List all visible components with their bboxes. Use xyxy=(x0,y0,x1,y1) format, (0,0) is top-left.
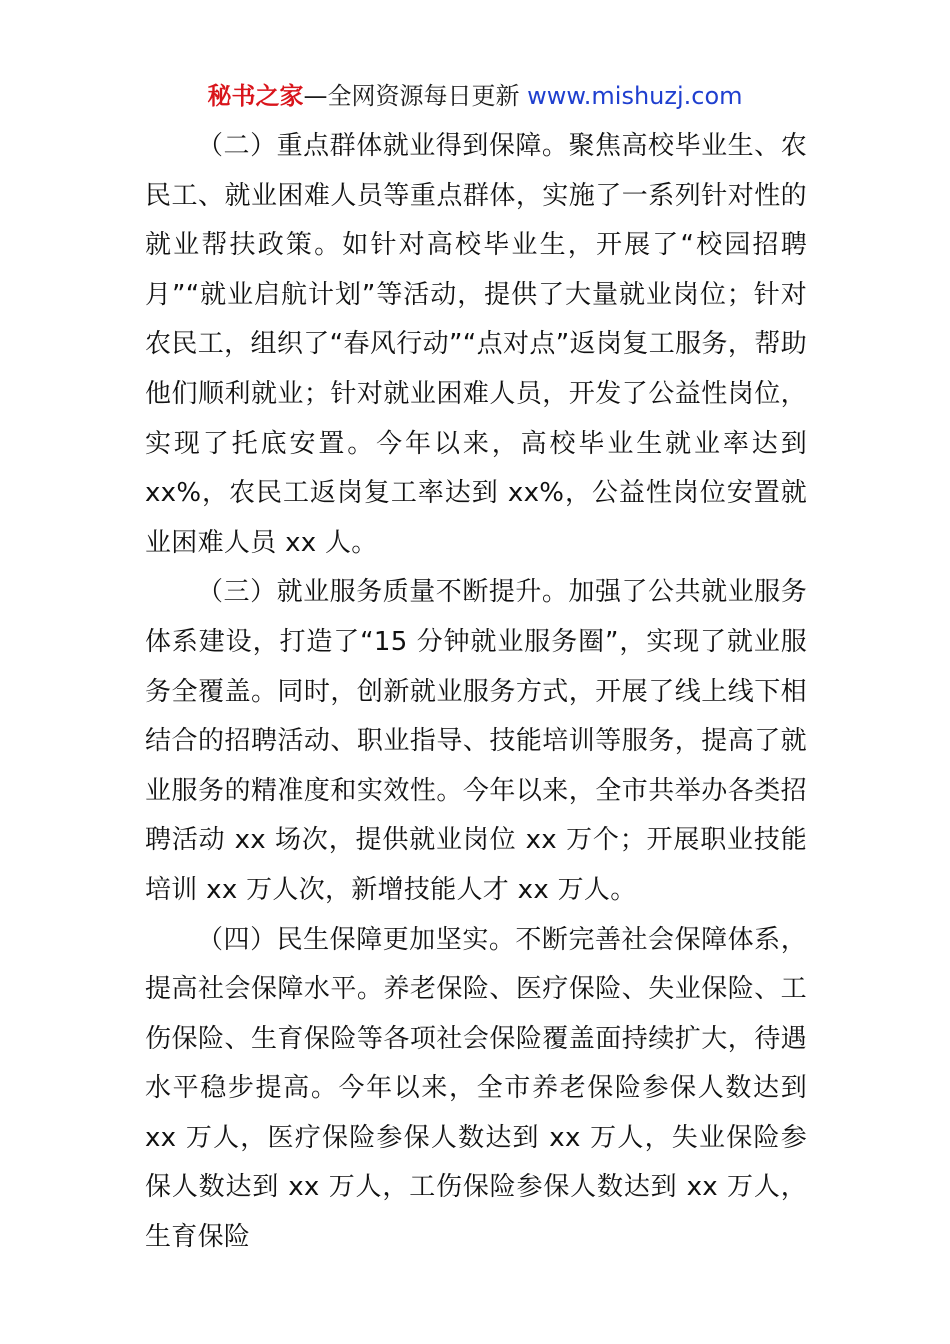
site-brand: 秘书之家 xyxy=(207,82,304,110)
page-header xyxy=(0,80,950,112)
document-body xyxy=(145,122,807,1263)
site-url-link[interactable]: www.mishuzj.com xyxy=(527,82,743,110)
site-tagline: —全网资源每日更新 xyxy=(303,82,520,110)
paragraph-employment-service-quality: （三）就业服务质量不断提升。加强了公共就业服务体系建设，打造了“15 分钟就业服务圈”，实现了就业服务全覆盖。同时，创新就业服务方式，开展了线上线下相结合的招聘活动、职业指导、技能培训等服务，提高了就业服务的精准度和实效性。今年以来，全市共举办各类招聘活动 xx 场次，提供就业岗位 xx 万个；开展职业技能培训 xx 万人次，新增技能人才 xx 万人。 xyxy=(145,577,807,905)
paragraph-key-groups-employment: （二）重点群体就业得到保障。聚焦高校毕业生、农民工、就业困难人员等重点群体，实施了一系列针对性的就业帮扶政策。如针对高校毕业生，开展了“校园招聘月”“就业启航计划”等活动，提供了大量就业岗位；针对农民工，组织了“春风行动”“点对点”返岗复工服务，帮助他们顺利就业；针对就业困难人员，开发了公益性岗位，实现了托底安置。今年以来，高校毕业生就业率达到 xx%，农民工返岗复工率达到 xx%，公益性岗位安置就业困难人员 xx 人。 xyxy=(145,131,807,558)
paragraph-livelihood-security: （四）民生保障更加坚实。不断完善社会保障体系，提高社会保障水平。养老保险、医疗保险、失业保险、工伤保险、生育保险等各项社会保险覆盖面持续扩大，待遇水平稳步提高。今年以来，全市养老保险参保人数达到 xx 万人，医疗保险参保人数达到 xx 万人，失业保险参保人数达到 xx 万人，工伤保险参保人数达到 xx 万人，生育保险 xyxy=(145,924,807,1253)
